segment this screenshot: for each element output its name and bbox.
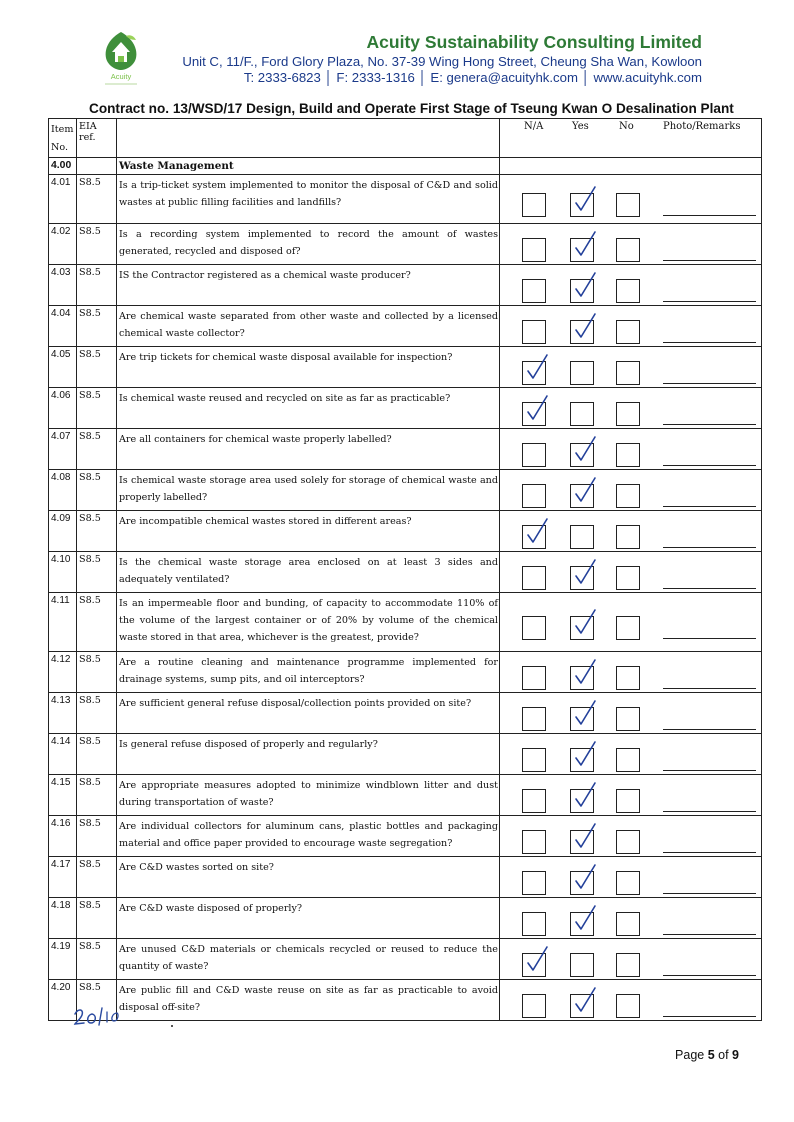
checkmark-icon (570, 740, 600, 770)
checkbox-no[interactable] (616, 871, 640, 895)
item-number: 4.19 (49, 939, 77, 980)
remarks-line[interactable] (663, 638, 756, 639)
item-number: 4.04 (49, 306, 77, 347)
checkmark-icon (570, 608, 600, 638)
svg-text:Acuity: Acuity (110, 72, 132, 81)
checkbox-yes[interactable] (570, 748, 594, 772)
checkmark-icon (570, 230, 600, 260)
table-row (49, 429, 762, 470)
section-number: 4.00 (49, 158, 77, 175)
question-text: Is a recording system implemented to record the amount of wastes generated, recycled and disposed of? (117, 224, 500, 265)
answer-cell (500, 939, 762, 980)
checkbox-no[interactable] (616, 279, 640, 303)
remarks-line[interactable] (663, 506, 756, 507)
checkbox-na[interactable] (522, 616, 546, 640)
checkbox-na[interactable] (522, 830, 546, 854)
letterhead (0, 0, 794, 100)
eia-ref: S8.5 (77, 898, 117, 939)
checkbox-na[interactable] (522, 320, 546, 344)
question-text: Are a routine cleaning and maintenance programme implemented for drainage systems, sump pits, and oil interceptors? (117, 652, 500, 693)
checkbox-no[interactable] (616, 830, 640, 854)
question-text: Is chemical waste reused and recycled on site as far as practicable? (117, 388, 500, 429)
checkmark-icon (570, 781, 600, 811)
eia-ref: S8.5 (77, 347, 117, 388)
remarks-line[interactable] (663, 383, 756, 384)
table-row (49, 593, 762, 652)
checkbox-na[interactable] (522, 402, 546, 426)
checkmark-icon (522, 945, 552, 975)
item-number: 4.11 (49, 593, 77, 652)
answer-cell (500, 511, 762, 552)
eia-ref: S8.5 (77, 693, 117, 734)
checkbox-yes[interactable] (570, 279, 594, 303)
checkbox-yes[interactable] (570, 707, 594, 731)
table-row (49, 939, 762, 980)
col-answers-header (500, 119, 762, 158)
checkbox-no[interactable] (616, 566, 640, 590)
checkbox-no[interactable] (616, 361, 640, 385)
checkbox-na[interactable] (522, 953, 546, 977)
remarks-line[interactable] (663, 215, 756, 216)
question-text: Are sufficient general refuse disposal/collection points provided on site? (117, 693, 500, 734)
item-number: 4.07 (49, 429, 77, 470)
item-number: 4.12 (49, 652, 77, 693)
question-text: Are chemical waste separated from other waste and collected by a licensed chemical waste collector? (117, 306, 500, 347)
eia-ref: S8.5 (77, 857, 117, 898)
table-row (49, 857, 762, 898)
checkbox-no[interactable] (616, 238, 640, 262)
checklist-table (48, 118, 762, 1021)
checkbox-na[interactable] (522, 871, 546, 895)
checkmark-icon (570, 658, 600, 688)
table-row (49, 511, 762, 552)
checkbox-na[interactable] (522, 566, 546, 590)
answer-cell (500, 224, 762, 265)
section-row (49, 158, 762, 175)
answer-cell (500, 693, 762, 734)
answer-cell (500, 775, 762, 816)
item-number: 4.17 (49, 857, 77, 898)
remarks-line[interactable] (663, 893, 756, 894)
eia-ref: S8.5 (77, 652, 117, 693)
remarks-line[interactable] (663, 729, 756, 730)
item-number: 4.02 (49, 224, 77, 265)
remarks-line[interactable] (663, 934, 756, 935)
checkbox-yes[interactable] (570, 402, 594, 426)
checkmark-icon (570, 271, 600, 301)
table-row (49, 175, 762, 224)
eia-ref: S8.5 (77, 224, 117, 265)
checkbox-no[interactable] (616, 666, 640, 690)
checkbox-no[interactable] (616, 484, 640, 508)
question-text: Are unused C&D materials or chemicals recycled or reused to reduce the quantity of waste? (117, 939, 500, 980)
item-number: 4.15 (49, 775, 77, 816)
checkbox-no[interactable] (616, 616, 640, 640)
item-number: 4.20 (49, 980, 77, 1021)
handwritten-date-signature (72, 1004, 122, 1028)
checkbox-no[interactable] (616, 443, 640, 467)
answer-cell (500, 857, 762, 898)
checkbox-na[interactable] (522, 443, 546, 467)
company-logo-icon (96, 28, 146, 88)
checkbox-na[interactable] (522, 994, 546, 1018)
remarks-line[interactable] (663, 852, 756, 853)
checkbox-na[interactable] (522, 484, 546, 508)
answer-cell (500, 593, 762, 652)
col-no-header: No (619, 121, 634, 132)
checkbox-yes[interactable] (570, 361, 594, 385)
eia-ref: S8.5 (77, 775, 117, 816)
question-text: Are public fill and C&D waste reuse on site as far as practicable to avoid disposal off-site? (117, 980, 500, 1021)
eia-ref: S8.5 (77, 734, 117, 775)
eia-ref: S8.5 (77, 470, 117, 511)
checkmark-icon (570, 435, 600, 465)
eia-ref: S8.5 (77, 175, 117, 224)
item-number: 4.09 (49, 511, 77, 552)
question-text: Are C&D wastes sorted on site? (117, 857, 500, 898)
eia-ref: S8.5 (77, 980, 117, 1021)
remarks-line[interactable] (663, 301, 756, 302)
checkbox-na[interactable] (522, 238, 546, 262)
speck (171, 1025, 173, 1027)
item-number: 4.13 (49, 693, 77, 734)
col-item-header: Item No. (49, 119, 77, 158)
col-eia-header: EIA ref. (77, 119, 117, 158)
item-number: 4.18 (49, 898, 77, 939)
answer-cell (500, 552, 762, 593)
checkbox-yes[interactable] (570, 566, 594, 590)
eia-ref: S8.5 (77, 429, 117, 470)
answer-cell (500, 388, 762, 429)
company-contact: T: 2333-6823 │ F: 2333-1316 │ E: genera@acuityhk.com │ www.acuityhk.com (243, 70, 702, 85)
answer-cell (500, 816, 762, 857)
checkbox-no[interactable] (616, 912, 640, 936)
checkmark-icon (570, 986, 600, 1016)
answer-cell (500, 980, 762, 1021)
checkmark-icon (570, 904, 600, 934)
checkbox-na[interactable] (522, 525, 546, 549)
eia-ref: S8.5 (77, 388, 117, 429)
col-remarks-header: Photo/Remarks (663, 121, 741, 132)
table-row (49, 470, 762, 511)
page-number: Page 5 of 9 (675, 1048, 739, 1062)
checkbox-na[interactable] (522, 912, 546, 936)
checkbox-na[interactable] (522, 666, 546, 690)
item-number: 4.01 (49, 175, 77, 224)
question-text: IS the Contractor registered as a chemical waste producer? (117, 265, 500, 306)
checkbox-na[interactable] (522, 748, 546, 772)
checkbox-na[interactable] (522, 707, 546, 731)
question-text: Is an impermeable floor and bunding, of capacity to accommodate 110% of the volume of the largest container or of 20% by volume of the chemical waste stored in that area, whichever is the greatest, provide? (117, 593, 500, 652)
item-number: 4.08 (49, 470, 77, 511)
checkmark-icon (522, 394, 552, 424)
table-row (49, 224, 762, 265)
table-header-row (49, 119, 762, 158)
checkmark-icon (570, 476, 600, 506)
item-number: 4.14 (49, 734, 77, 775)
eia-ref: S8.5 (77, 593, 117, 652)
col-question-header (117, 119, 500, 158)
checkbox-no[interactable] (616, 789, 640, 813)
checkbox-yes[interactable] (570, 789, 594, 813)
question-text: Are appropriate measures adopted to minimize windblown litter and dust during transportation of waste? (117, 775, 500, 816)
checkmark-icon (522, 353, 552, 383)
eia-ref: S8.5 (77, 265, 117, 306)
checkbox-yes[interactable] (570, 912, 594, 936)
table-row (49, 693, 762, 734)
remarks-line[interactable] (663, 688, 756, 689)
table-row (49, 734, 762, 775)
question-text: Is the chemical waste storage area enclosed on at least 3 sides and adequately ventilated? (117, 552, 500, 593)
question-text: Are trip tickets for chemical waste disposal available for inspection? (117, 347, 500, 388)
table-row (49, 652, 762, 693)
checkbox-yes[interactable] (570, 320, 594, 344)
question-text: Are individual collectors for aluminum cans, plastic bottles and packaging material and office paper provided to encourage waste segregation? (117, 816, 500, 857)
eia-ref: S8.5 (77, 552, 117, 593)
contract-title: Contract no. 13/WSD/17 Design, Build and Operate First Stage of Tseung Kwan O Desalination Plant (89, 101, 734, 116)
item-number: 4.10 (49, 552, 77, 593)
item-number: 4.06 (49, 388, 77, 429)
item-number: 4.16 (49, 816, 77, 857)
answer-cell (500, 429, 762, 470)
item-number: 4.03 (49, 265, 77, 306)
checkbox-na[interactable] (522, 789, 546, 813)
company-address: Unit C, 11/F., Ford Glory Plaza, No. 37-39 Wing Hong Street, Cheung Sha Wan, Kowloon (182, 54, 702, 69)
answer-cell (500, 652, 762, 693)
col-yes-header: Yes (572, 121, 589, 132)
checkbox-yes[interactable] (570, 953, 594, 977)
checkbox-no[interactable] (616, 193, 640, 217)
checkmark-icon (522, 517, 552, 547)
question-text: Are all containers for chemical waste properly labelled? (117, 429, 500, 470)
checkbox-yes[interactable] (570, 525, 594, 549)
table-row (49, 775, 762, 816)
table-row (49, 980, 762, 1021)
checkbox-yes[interactable] (570, 871, 594, 895)
checkbox-yes[interactable] (570, 830, 594, 854)
checkbox-yes[interactable] (570, 666, 594, 690)
answer-cell (500, 265, 762, 306)
question-text: Is general refuse disposed of properly and regularly? (117, 734, 500, 775)
item-number: 4.05 (49, 347, 77, 388)
remarks-line[interactable] (663, 811, 756, 812)
table-row (49, 306, 762, 347)
table-row (49, 898, 762, 939)
question-text: Is chemical waste storage area used solely for storage of chemical waste and properly labelled? (117, 470, 500, 511)
remarks-line[interactable] (663, 975, 756, 976)
eia-ref: S8.5 (77, 939, 117, 980)
checkbox-yes[interactable] (570, 238, 594, 262)
remarks-line[interactable] (663, 547, 756, 548)
remarks-line[interactable] (663, 342, 756, 343)
answer-cell (500, 898, 762, 939)
question-text: Is a trip-ticket system implemented to monitor the disposal of C&D and solid wastes at public filling facilities and landfills? (117, 175, 500, 224)
eia-ref: S8.5 (77, 511, 117, 552)
checkbox-no[interactable] (616, 953, 640, 977)
checkmark-icon (570, 822, 600, 852)
answer-cell (500, 347, 762, 388)
checkbox-no[interactable] (616, 525, 640, 549)
eia-ref: S8.5 (77, 816, 117, 857)
checkbox-yes[interactable] (570, 994, 594, 1018)
checkbox-no[interactable] (616, 320, 640, 344)
checkmark-icon (570, 863, 600, 893)
checkmark-icon (570, 185, 600, 215)
remarks-line[interactable] (663, 1016, 756, 1017)
answer-cell (500, 175, 762, 224)
company-name: Acuity Sustainability Consulting Limited (366, 32, 702, 52)
checkbox-no[interactable] (616, 707, 640, 731)
answer-cell (500, 734, 762, 775)
remarks-line[interactable] (663, 424, 756, 425)
remarks-line[interactable] (663, 588, 756, 589)
answer-cell (500, 306, 762, 347)
checkbox-na[interactable] (522, 279, 546, 303)
table-row (49, 552, 762, 593)
col-na-header: N/A (524, 121, 544, 132)
remarks-line[interactable] (663, 770, 756, 771)
question-text: Are incompatible chemical wastes stored in different areas? (117, 511, 500, 552)
section-title: Waste Management (117, 158, 500, 175)
checkmark-icon (570, 699, 600, 729)
question-text: Are C&D waste disposed of properly? (117, 898, 500, 939)
answer-cell (500, 470, 762, 511)
checkbox-no[interactable] (616, 402, 640, 426)
checkbox-yes[interactable] (570, 484, 594, 508)
checkbox-no[interactable] (616, 994, 640, 1018)
checkbox-na[interactable] (522, 361, 546, 385)
checkbox-yes[interactable] (570, 443, 594, 467)
remarks-line[interactable] (663, 465, 756, 466)
table-row (49, 388, 762, 429)
table-row (49, 265, 762, 306)
table-row (49, 347, 762, 388)
checkbox-no[interactable] (616, 748, 640, 772)
checkmark-icon (570, 558, 600, 588)
checkbox-yes[interactable] (570, 193, 594, 217)
eia-ref: S8.5 (77, 306, 117, 347)
checkbox-yes[interactable] (570, 616, 594, 640)
table-row (49, 816, 762, 857)
remarks-line[interactable] (663, 260, 756, 261)
checkbox-na[interactable] (522, 193, 546, 217)
checkmark-icon (570, 312, 600, 342)
